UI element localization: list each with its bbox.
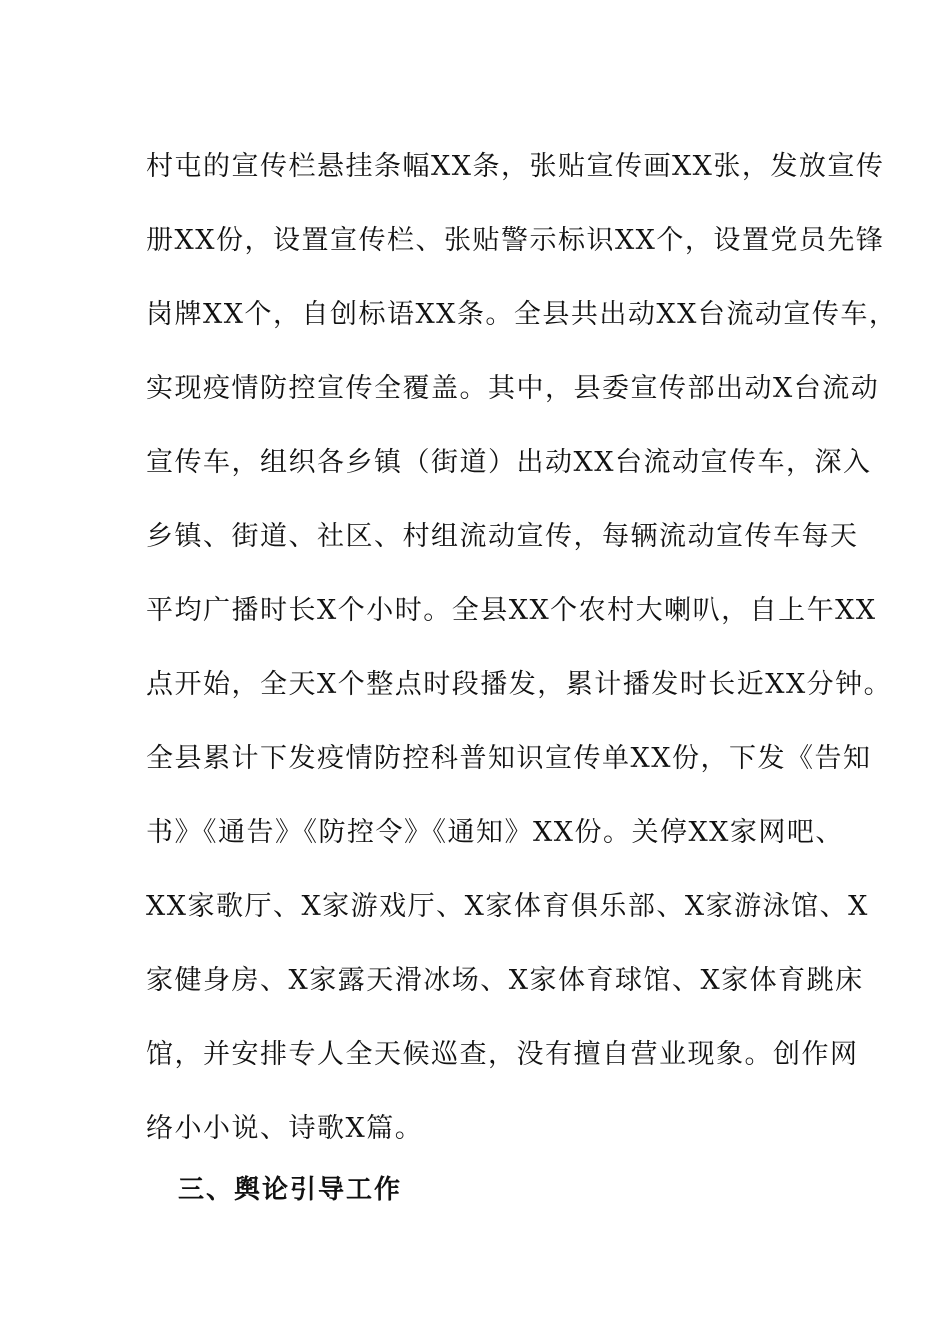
paragraph-line-13: 馆，并安排专人全天候巡查，没有擅自营业现象。创作网 <box>146 1039 859 1070</box>
paragraph-line-14: 络小小说、诗歌X篇。 <box>146 1113 424 1144</box>
paragraph-line-3: 岗牌XX个，自创标语XX条。全县共出动XX台流动宣传车， <box>146 299 898 330</box>
paragraph-line-7: 平均广播时长X个小时。全县XX个农村大喇叭，自上午XX <box>146 595 877 626</box>
paragraph-line-4: 实现疫情防控宣传全覆盖。其中，县委宣传部出动X台流动 <box>146 373 880 404</box>
paragraph-line-5: 宣传车，组织各乡镇（街道）出动XX台流动宣传车，深入 <box>146 447 872 478</box>
section-heading: 三、舆论引导工作 <box>178 1175 403 1205</box>
paragraph-line-10: 书》《通告》《防控令》《通知》XX份。关停XX家网吧、 <box>146 817 844 848</box>
body-paragraph <box>146 130 898 1166</box>
paragraph-line-2: 册XX份，设置宣传栏、张贴警示标识XX个，设置党员先锋 <box>146 225 885 256</box>
paragraph-line-8: 点开始，全天X个整点时段播发，累计播发时长近XX分钟。 <box>146 669 893 700</box>
paragraph-line-1: 村屯的宣传栏悬挂条幅XX条，张贴宣传画XX张，发放宣传 <box>146 151 885 182</box>
paragraph-line-9: 全县累计下发疫情防控科普知识宣传单XX份，下发《告知 <box>146 743 872 774</box>
paragraph-line-12: 家健身房、X家露天滑冰场、X家体育球馆、X家体育跳床 <box>146 965 864 996</box>
paragraph-line-6: 乡镇、街道、社区、村组流动宣传，每辆流动宣传车每天 <box>146 521 859 552</box>
paragraph-line-11: XX家歌厅、X家游戏厅、X家体育俱乐部、X家游泳馆、X <box>146 891 869 922</box>
